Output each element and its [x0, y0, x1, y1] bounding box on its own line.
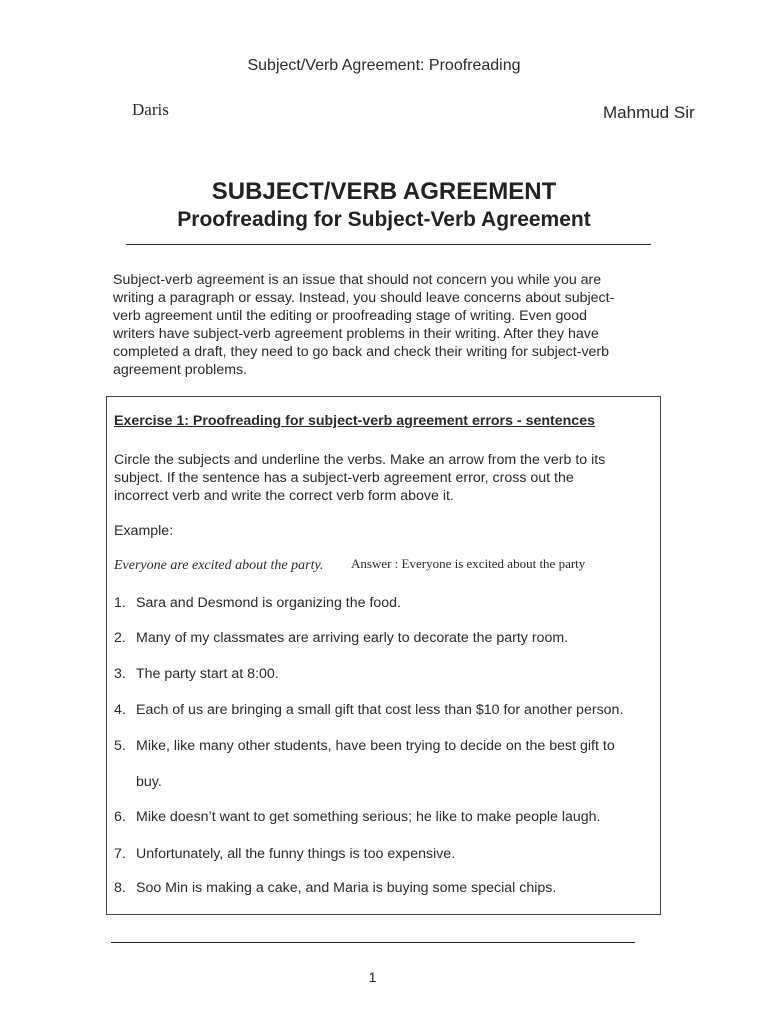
item-number: 3.	[114, 666, 126, 682]
intro-line: completed a draft, they need to go back and check their writing for subject-verb	[113, 344, 610, 360]
intro-line: Subject-verb agreement is an issue that should not concern you while you are	[113, 272, 602, 288]
teacher-name: Mahmud Sir	[603, 103, 695, 122]
item-number: 5.	[114, 738, 126, 754]
exercise-box	[106, 396, 661, 915]
instruction-line: Circle the subjects and underline the verbs. Make an arrow from the verb to its	[114, 452, 606, 468]
item-text: Many of my classmates are arriving early to decorate the party room.	[136, 630, 569, 646]
intro-line: writers have subject-verb agreement problems in their writing. After they have	[113, 326, 599, 342]
exercise-instructions	[114, 451, 649, 505]
item-text: Mike, like many other students, have been trying to decide on the best gift to	[136, 738, 615, 754]
sub-title: Proofreading for Subject-Verb Agreement	[177, 208, 591, 231]
item-text: Soo Min is making a cake, and Maria is buying some special chips.	[136, 880, 557, 896]
example-answer: Answer : Everyone is excited about the party	[351, 556, 586, 571]
title-divider	[126, 244, 651, 245]
intro-line: agreement problems.	[113, 362, 248, 378]
item-number: 1.	[114, 595, 126, 611]
main-title: SUBJECT/VERB AGREEMENT	[211, 178, 557, 205]
exercise-item-7	[114, 846, 455, 862]
exercise-item-5	[114, 738, 615, 754]
example-label: Example:	[114, 523, 174, 539]
exercise-title: Exercise 1: Proofreading for subject-verb agreement errors - sentences	[114, 413, 595, 429]
item-text: Unfortunately, all the funny things is too expensive.	[136, 846, 456, 862]
item-number: 7.	[114, 846, 126, 862]
exercise-item-2	[114, 630, 568, 646]
instruction-line: incorrect verb and write the correct verb form above it.	[114, 488, 454, 504]
footer-divider	[111, 942, 635, 943]
exercise-item-4	[114, 702, 623, 718]
exercise-item-6	[114, 809, 601, 825]
exercise-item-8	[114, 880, 556, 896]
student-name: Daris	[132, 100, 169, 119]
item-continuation: buy.	[136, 774, 162, 790]
item-number: 2.	[114, 630, 126, 646]
example-sentence: Everyone are excited about the party.	[114, 558, 324, 573]
instruction-line: subject. If the sentence has a subject-verb agreement error, cross out the	[114, 470, 574, 486]
intro-line: verb agreement until the editing or proofreading stage of writing. Even good	[113, 308, 587, 324]
page-number: 1	[368, 969, 377, 985]
item-text: The party start at 8:00.	[136, 666, 279, 682]
exercise-item-3	[114, 666, 279, 682]
intro-line: writing a paragraph or essay. Instead, you should leave concerns about subject-	[113, 290, 615, 306]
item-text: Each of us are bringing a small gift that cost less than $10 for another person.	[136, 702, 624, 718]
intro-paragraph	[113, 271, 653, 379]
item-number: 8.	[114, 880, 126, 896]
item-number: 4.	[114, 702, 126, 718]
item-number: 6.	[114, 809, 126, 825]
item-text: Mike doesn’t want to get something serious; he like to make people laugh.	[136, 809, 601, 825]
exercise-item-1	[114, 595, 401, 611]
header-title: Subject/Verb Agreement: Proofreading	[247, 57, 521, 74]
item-text: Sara and Desmond is organizing the food.	[136, 595, 401, 611]
